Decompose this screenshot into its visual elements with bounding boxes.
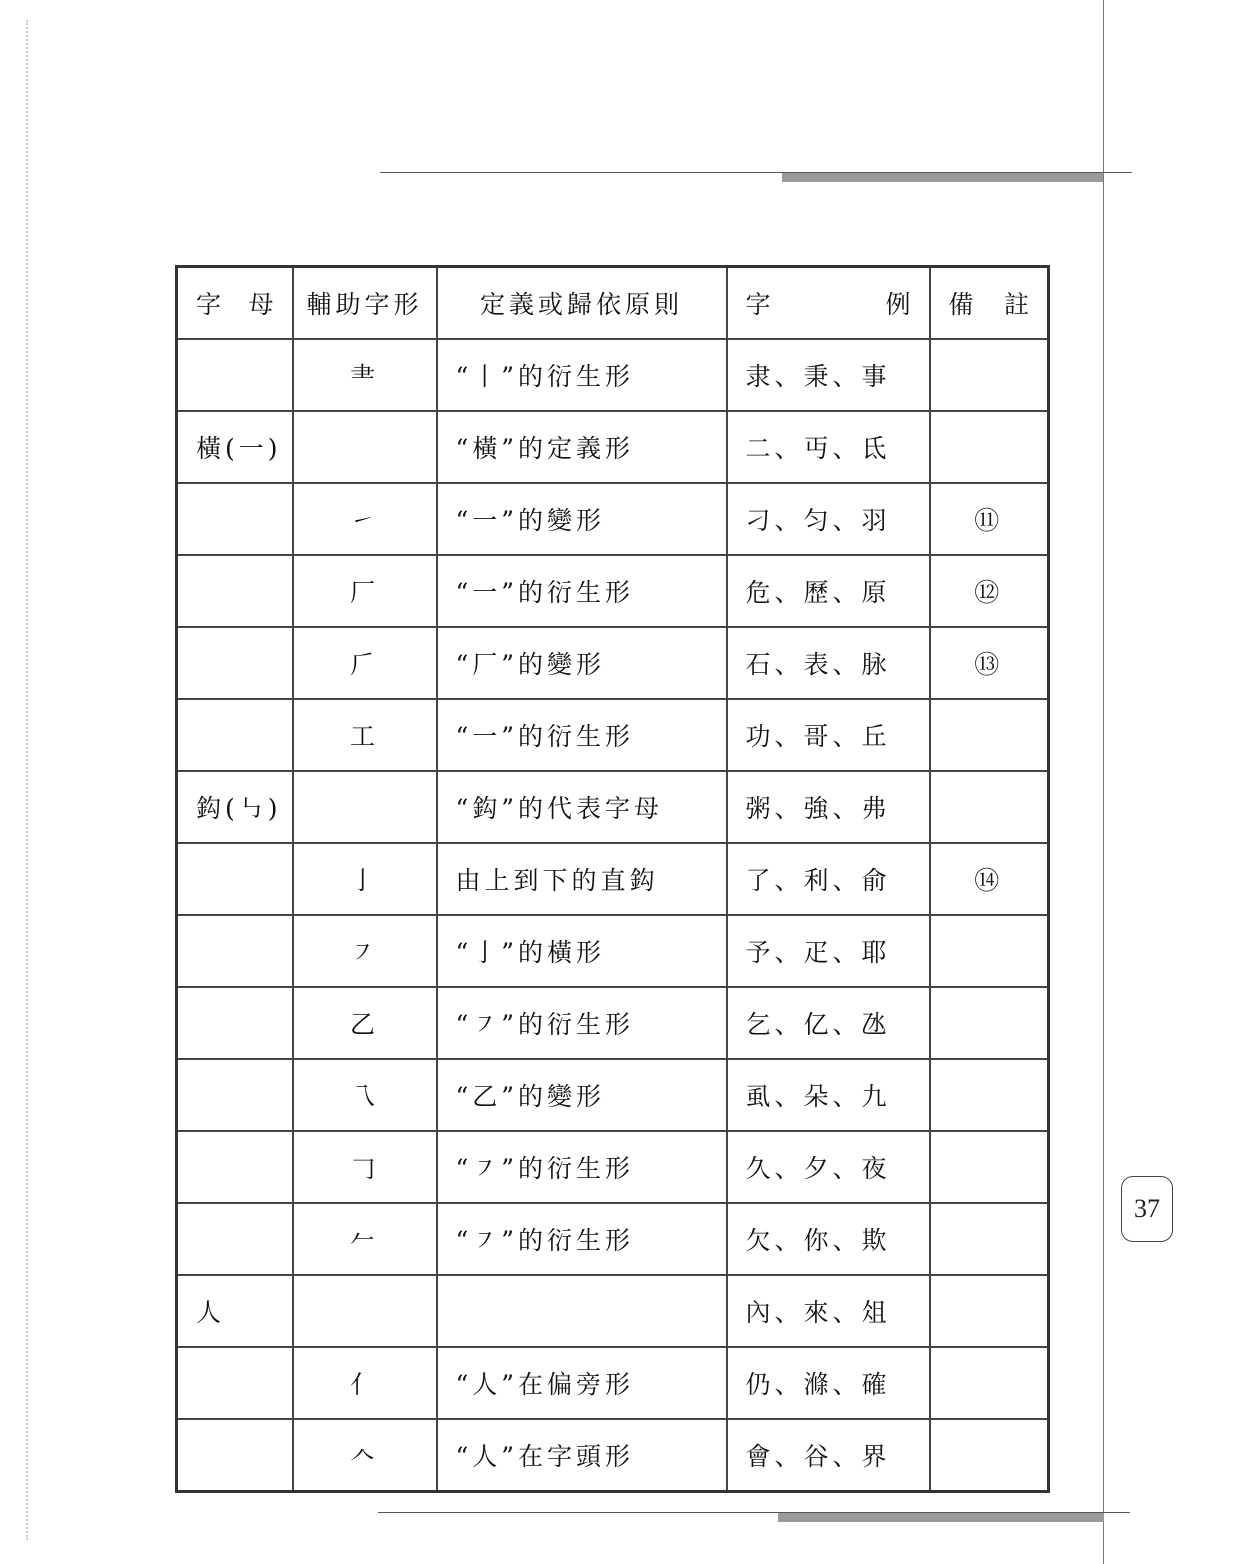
header-bar xyxy=(782,173,1104,182)
cell-note xyxy=(930,339,1049,411)
cell-aux-form: 𠃌 xyxy=(293,1131,437,1203)
cell-example: 功、哥、丘 xyxy=(727,699,930,771)
margin-line xyxy=(1103,0,1104,1564)
cell-letter: 人 xyxy=(177,1275,293,1347)
table-row xyxy=(177,627,1049,699)
cell-example: 虱、朵、九 xyxy=(727,1059,930,1131)
cell-example: 了、利、俞 xyxy=(727,843,930,915)
cell-note: ⑫ xyxy=(930,555,1049,627)
table-row xyxy=(177,699,1049,771)
table-row xyxy=(177,1419,1049,1492)
header-aux: 輔助字形 xyxy=(293,267,437,340)
cell-rule: “一”的衍生形 xyxy=(437,555,727,627)
table-row xyxy=(177,1059,1049,1131)
cell-aux-form: ⺻ xyxy=(293,339,437,411)
cell-letter xyxy=(177,1131,293,1203)
cell-example: 隶、秉、事 xyxy=(727,339,930,411)
cell-rule: “丨”的衍生形 xyxy=(437,339,727,411)
table-row xyxy=(177,339,1049,411)
cell-rule: “亅”的橫形 xyxy=(437,915,727,987)
cell-aux-form: 厂 xyxy=(293,555,437,627)
scan-edge-dots xyxy=(26,20,42,1540)
cell-aux-form xyxy=(293,411,437,483)
table-row xyxy=(177,843,1049,915)
cell-note xyxy=(930,1059,1049,1131)
cell-rule: “一”的變形 xyxy=(437,483,727,555)
cell-letter xyxy=(177,1419,293,1492)
header-letter: 字 母 xyxy=(177,267,293,340)
cell-letter xyxy=(177,987,293,1059)
cell-note xyxy=(930,771,1049,843)
cell-example: 仍、滌、確 xyxy=(727,1347,930,1419)
cell-example: 會、谷、界 xyxy=(727,1419,930,1492)
header-rule: 定義或歸依原則 xyxy=(437,267,727,340)
cell-letter xyxy=(177,699,293,771)
cell-letter xyxy=(177,843,293,915)
cell-note: ⑭ xyxy=(930,843,1049,915)
cell-example: 欠、你、欺 xyxy=(727,1203,930,1275)
cell-aux-form: 𠂆 xyxy=(293,627,437,699)
cell-aux-form: 亻 xyxy=(293,1347,437,1419)
cell-example: 粥、強、弗 xyxy=(727,771,930,843)
cell-note xyxy=(930,411,1049,483)
table-row xyxy=(177,1347,1049,1419)
cell-aux-form: 乙 xyxy=(293,987,437,1059)
cell-note xyxy=(930,699,1049,771)
cell-rule: “人”在字頭形 xyxy=(437,1419,727,1492)
cell-aux-form: 工 xyxy=(293,699,437,771)
cell-rule: “人”在偏旁形 xyxy=(437,1347,727,1419)
cell-note xyxy=(930,1419,1049,1492)
cell-note xyxy=(930,1203,1049,1275)
table-row xyxy=(177,987,1049,1059)
cell-aux-form: ㇇ xyxy=(293,915,437,987)
cell-rule: “橫”的定義形 xyxy=(437,411,727,483)
cell-rule: “㇇”的衍生形 xyxy=(437,987,727,1059)
cell-letter: 鈎(㇉) xyxy=(177,771,293,843)
letter-table xyxy=(175,265,1050,1493)
cell-example: 二、丏、氐 xyxy=(727,411,930,483)
cell-aux-form: 𠂉 xyxy=(293,1203,437,1275)
cell-letter xyxy=(177,483,293,555)
cell-rule xyxy=(437,1275,727,1347)
cell-note xyxy=(930,1347,1049,1419)
header-row xyxy=(177,267,1049,340)
table-row xyxy=(177,915,1049,987)
cell-aux-form xyxy=(293,1275,437,1347)
cell-aux-form: 𠆢 xyxy=(293,1419,437,1492)
table-row xyxy=(177,411,1049,483)
header-note: 備 註 xyxy=(930,267,1049,340)
cell-rule: “厂”的變形 xyxy=(437,627,727,699)
cell-letter xyxy=(177,1059,293,1131)
cell-letter xyxy=(177,1203,293,1275)
table-row xyxy=(177,555,1049,627)
cell-note: ⑬ xyxy=(930,627,1049,699)
cell-example: 危、歷、原 xyxy=(727,555,930,627)
cell-aux-form xyxy=(293,771,437,843)
cell-example: 刁、匀、羽 xyxy=(727,483,930,555)
page-number: 37 xyxy=(1121,1176,1173,1242)
cell-aux-form: ㇀ xyxy=(293,483,437,555)
cell-example: 乞、亿、氹 xyxy=(727,987,930,1059)
cell-rule: “乙”的變形 xyxy=(437,1059,727,1131)
cell-note: ⑪ xyxy=(930,483,1049,555)
cell-example: 久、夕、夜 xyxy=(727,1131,930,1203)
cell-example: 石、表、脉 xyxy=(727,627,930,699)
cell-letter xyxy=(177,627,293,699)
cell-letter xyxy=(177,915,293,987)
cell-letter: 橫(一) xyxy=(177,411,293,483)
table-row xyxy=(177,771,1049,843)
cell-rule: 由上到下的直鈎 xyxy=(437,843,727,915)
cell-letter xyxy=(177,1347,293,1419)
cell-rule: “一”的衍生形 xyxy=(437,699,727,771)
cell-rule: “㇇”的衍生形 xyxy=(437,1203,727,1275)
cell-rule: “㇇”的衍生形 xyxy=(437,1131,727,1203)
cell-note xyxy=(930,1131,1049,1203)
footer-bar xyxy=(778,1513,1104,1522)
cell-letter xyxy=(177,339,293,411)
table-row xyxy=(177,483,1049,555)
cell-rule: “鈎”的代表字母 xyxy=(437,771,727,843)
cell-aux-form: 乁 xyxy=(293,1059,437,1131)
table-row xyxy=(177,1203,1049,1275)
cell-note xyxy=(930,1275,1049,1347)
cell-example: 予、疋、耶 xyxy=(727,915,930,987)
cell-letter xyxy=(177,555,293,627)
table-row xyxy=(177,1131,1049,1203)
header-example: 字 例 xyxy=(727,267,930,340)
cell-aux-form: 亅 xyxy=(293,843,437,915)
table-row xyxy=(177,1275,1049,1347)
cell-example: 內、來、俎 xyxy=(727,1275,930,1347)
cell-note xyxy=(930,915,1049,987)
cell-note xyxy=(930,987,1049,1059)
